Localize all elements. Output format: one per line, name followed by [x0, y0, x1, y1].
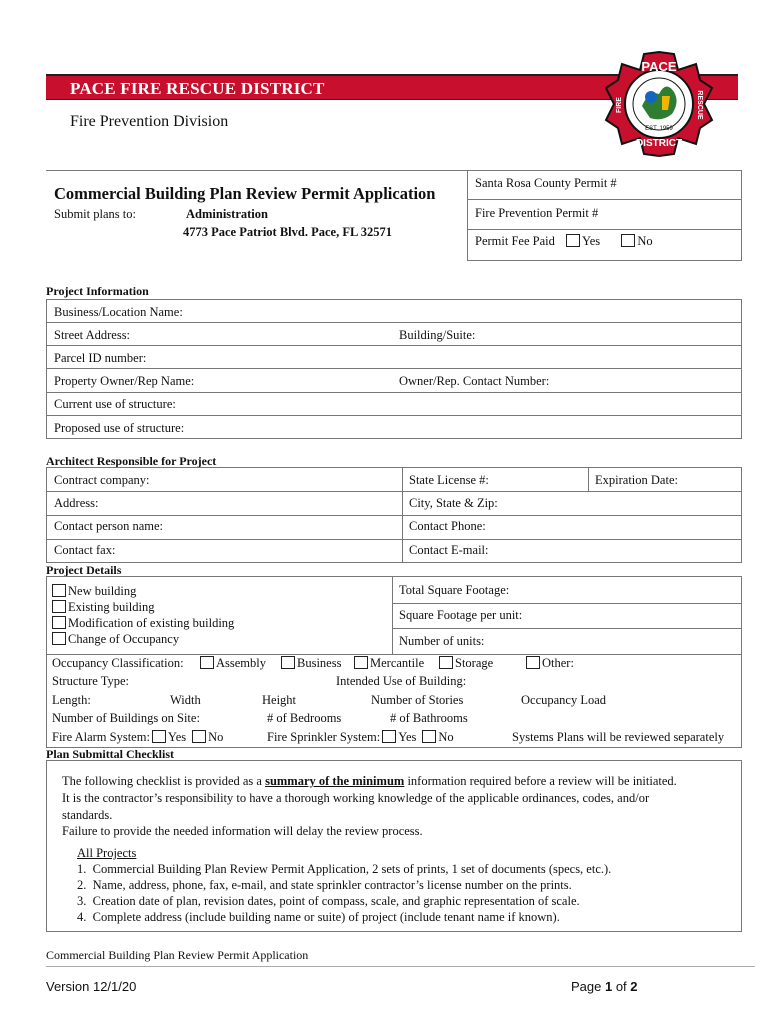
- checklist-line3: standards.: [62, 808, 113, 822]
- intro-post: information required before a review will be initiated.: [404, 774, 677, 788]
- project-info-table: [46, 299, 742, 439]
- width-field[interactable]: Width: [170, 693, 201, 707]
- checklist-item: 2. Name, address, phone, fax, e-mail, and state sprinkler contractor’s license number on the prints.: [77, 878, 572, 892]
- fire-alarm-label: Fire Alarm System:: [52, 730, 150, 744]
- parcel-id-field[interactable]: Parcel ID number:: [54, 351, 147, 365]
- architect-heading: Architect Responsible for Project: [46, 454, 217, 468]
- intended-use-field[interactable]: Intended Use of Building:: [336, 674, 467, 688]
- submit-to-line1: Administration: [186, 207, 268, 221]
- divider: [46, 322, 742, 323]
- divider: [46, 345, 742, 346]
- fire-alarm-no-checkbox[interactable]: [192, 730, 206, 743]
- footer-divider: [46, 966, 755, 967]
- project-details-heading: Project Details: [46, 563, 122, 577]
- structure-type-field[interactable]: Structure Type:: [52, 674, 130, 688]
- logo-bottom-text: DISTRICT: [635, 138, 683, 149]
- number-of-units-field[interactable]: Number of units:: [399, 634, 485, 648]
- sprinkler-no-label: No: [438, 730, 454, 744]
- fire-permit-field[interactable]: Fire Prevention Permit #: [475, 206, 599, 220]
- checklist-heading: Plan Submittal Checklist: [46, 747, 175, 761]
- fire-alarm-no-label: No: [208, 730, 224, 744]
- divider: [588, 467, 589, 491]
- business-checkbox[interactable]: [281, 656, 295, 669]
- sprinkler-label: Fire Sprinkler System:: [267, 730, 381, 744]
- systems-note: Systems Plans will be reviewed separately: [512, 730, 725, 744]
- divider: [46, 539, 742, 540]
- footer-version: Version 12/1/20: [46, 979, 137, 994]
- length-field[interactable]: Length:: [52, 693, 91, 707]
- sprinkler-yes-checkbox[interactable]: [382, 730, 396, 743]
- modification-checkbox[interactable]: [52, 616, 66, 629]
- divider: [402, 467, 403, 563]
- intro-pre: The following checklist is provided as a: [62, 774, 266, 788]
- fee-no-checkbox[interactable]: [621, 234, 635, 247]
- divider: [392, 603, 742, 604]
- footer-doc-name: Commercial Building Plan Review Permit Application: [46, 948, 309, 962]
- all-projects-heading: All Projects: [77, 846, 137, 860]
- divider: [46, 368, 742, 369]
- architect-address-field[interactable]: Address:: [54, 496, 99, 510]
- city-state-zip-field[interactable]: City, State & Zip:: [409, 496, 498, 510]
- occupancy-label: Occupancy Classification:: [52, 656, 184, 670]
- other-label: Other:: [542, 656, 574, 670]
- divider: [46, 654, 742, 655]
- mercantile-label: Mercantile: [370, 656, 425, 670]
- submit-label: Submit plans to:: [54, 207, 136, 221]
- checklist-item: 4. Complete address (include building name or suite) of project (include tenant name if known).: [77, 910, 560, 924]
- occupancy-load-field[interactable]: Occupancy Load: [521, 693, 607, 707]
- storage-checkbox[interactable]: [439, 656, 453, 669]
- divider: [46, 491, 742, 492]
- divider: [467, 229, 742, 230]
- fee-yes-checkbox[interactable]: [566, 234, 580, 247]
- stories-field[interactable]: Number of Stories: [371, 693, 464, 707]
- contact-email-field[interactable]: Contact E-mail:: [409, 543, 489, 557]
- division-title: Fire Prevention Division: [70, 113, 229, 130]
- fee-no-label: No: [637, 234, 653, 248]
- org-title: PACE FIRE RESCUE DISTRICT: [70, 79, 325, 98]
- project-info-heading: Project Information: [46, 284, 149, 298]
- assembly-checkbox[interactable]: [200, 656, 214, 669]
- page-current: 1: [604, 979, 613, 994]
- logo-est-text: EST. 1959: [645, 126, 673, 132]
- divider: [46, 515, 742, 516]
- num-buildings-field[interactable]: Number of Buildings on Site:: [52, 711, 200, 725]
- modification-label: Modification of existing building: [68, 616, 235, 630]
- footer-page-number: [571, 979, 638, 994]
- assembly-label: Assembly: [216, 656, 266, 670]
- total-sqft-field[interactable]: Total Square Footage:: [399, 583, 510, 597]
- bathrooms-field[interactable]: # of Bathrooms: [390, 711, 468, 725]
- divider: [392, 576, 393, 654]
- county-permit-field[interactable]: Santa Rosa County Permit #: [475, 176, 617, 190]
- new-building-checkbox[interactable]: [52, 584, 66, 597]
- storage-label: Storage: [455, 656, 494, 670]
- checklist-item: 1. Commercial Building Plan Review Permit Application, 2 sets of prints, 1 set of documents (specs, etc.).: [77, 862, 612, 876]
- owner-name-field[interactable]: Property Owner/Rep Name:: [54, 374, 195, 388]
- other-checkbox[interactable]: [526, 656, 540, 669]
- sprinkler-yes-label: Yes: [398, 730, 417, 744]
- height-field[interactable]: Height: [262, 693, 297, 707]
- bedrooms-field[interactable]: # of Bedrooms: [267, 711, 342, 725]
- contact-fax-field[interactable]: Contact fax:: [54, 543, 116, 557]
- mercantile-checkbox[interactable]: [354, 656, 368, 669]
- divider: [392, 628, 742, 629]
- business-name-field[interactable]: Business/Location Name:: [54, 305, 183, 319]
- divider: [46, 415, 742, 416]
- checklist-intro: [62, 774, 677, 789]
- pace-fire-logo: [604, 50, 714, 158]
- sprinkler-no-checkbox[interactable]: [422, 730, 436, 743]
- divider: [467, 199, 742, 200]
- existing-building-label: Existing building: [68, 600, 155, 614]
- sqft-per-unit-field[interactable]: Square Footage per unit:: [399, 608, 523, 622]
- business-label: Business: [297, 656, 342, 670]
- intro-emphasis: summary of the minimum: [265, 774, 405, 788]
- expiration-date-field[interactable]: Expiration Date:: [595, 473, 678, 487]
- change-occupancy-checkbox[interactable]: [52, 632, 66, 645]
- page-total: 2: [630, 979, 638, 994]
- fire-alarm-yes-checkbox[interactable]: [152, 730, 166, 743]
- building-suite-field[interactable]: Building/Suite:: [399, 328, 476, 342]
- checklist-line2: It is the contractor’s responsibility to have a thorough working knowledge of the applicable ordinances, codes, and/or: [62, 791, 650, 805]
- fee-paid-label: Permit Fee Paid: [475, 234, 555, 248]
- fire-alarm-yes-label: Yes: [167, 730, 187, 744]
- contract-company-field[interactable]: Contract company:: [54, 473, 150, 487]
- checklist-line4: Failure to provide the needed information will delay the review process.: [62, 824, 423, 838]
- current-use-field[interactable]: Current use of structure:: [54, 397, 176, 411]
- logo-top-text: PACE: [641, 59, 677, 74]
- page-prefix: Page: [571, 979, 605, 994]
- page-mid: of: [612, 979, 631, 994]
- logo-right-text: RESCUE: [696, 90, 703, 120]
- owner-contact-field[interactable]: Owner/Rep. Contact Number:: [399, 374, 550, 388]
- checklist-item: 3. Creation date of plan, revision dates, point of compass, scale, and graphic representation of scale.: [77, 894, 580, 908]
- logo-left-text: FIRE: [616, 97, 623, 113]
- form-title: Commercial Building Plan Review Permit Application: [54, 184, 436, 203]
- divider: [46, 392, 742, 393]
- new-building-label: New building: [68, 584, 137, 598]
- contact-person-field[interactable]: Contact person name:: [54, 519, 163, 533]
- contact-phone-field[interactable]: Contact Phone:: [409, 519, 486, 533]
- street-address-field[interactable]: Street Address:: [54, 328, 131, 342]
- submit-to-line2: 4773 Pace Patriot Blvd. Pace, FL 32571: [183, 225, 392, 239]
- fee-yes-label: Yes: [581, 234, 601, 248]
- proposed-use-field[interactable]: Proposed use of structure:: [54, 421, 185, 435]
- change-occupancy-label: Change of Occupancy: [68, 632, 180, 646]
- state-license-field[interactable]: State License #:: [409, 473, 489, 487]
- existing-building-checkbox[interactable]: [52, 600, 66, 613]
